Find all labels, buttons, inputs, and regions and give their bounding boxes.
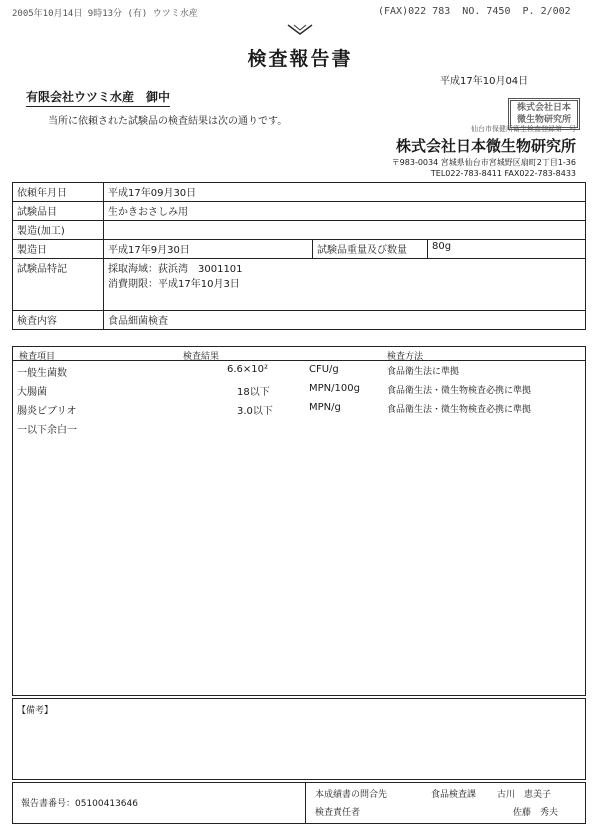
- issuer-address: 〒983-0034 宮城県仙台市宮城野区扇町2丁目1-36: [391, 158, 576, 167]
- issuer-registration: 仙台市保健所衛生検査登録第 号: [471, 125, 576, 133]
- result-row-2-unit: MPN/100g: [309, 383, 360, 394]
- results-header-item: 検査項目: [19, 352, 56, 362]
- manufacture-date-value: 平成17年9月30日: [104, 240, 313, 259]
- result-row-2-item: 大腸菌: [17, 387, 47, 398]
- fax-number: (FAX)022 783: [378, 6, 451, 17]
- remarks-label: 【備考】: [17, 706, 54, 716]
- features-value: [104, 259, 586, 311]
- fax-page: P. 2/002: [522, 6, 571, 17]
- result-row-1-item: 一般生菌数: [17, 368, 67, 379]
- page-title: 検査報告書: [247, 48, 353, 70]
- inquiry-label: 本成績書の問合先: [315, 790, 388, 800]
- processing-value: [104, 221, 586, 240]
- result-row-3-item: 腸炎ビブリオ: [17, 406, 77, 417]
- features-line-2: 消費期限：平成17年10月3日: [108, 279, 240, 290]
- remarks-box: [12, 698, 586, 780]
- issuer-company: 株式会社日本微生物研究所: [395, 137, 576, 155]
- issue-date: 平成17年10月04日: [440, 76, 529, 87]
- result-row-1-unit: CFU/g: [309, 364, 339, 375]
- fax-number-block: [378, 6, 571, 17]
- results-header-result: 検査結果: [183, 352, 220, 362]
- inquiry-dept: 食品検査課: [431, 790, 477, 800]
- inquiry-person: 古川 恵美子: [497, 790, 552, 800]
- processing-label: 製造(加工): [13, 221, 104, 240]
- manager-name: 佐藤 秀夫: [513, 808, 559, 818]
- results-header-divider: [13, 360, 585, 361]
- test-item-label: 試験品目: [13, 202, 104, 221]
- fax-sender: (有) ウツミ水産: [127, 9, 198, 19]
- footer-box: [12, 782, 586, 824]
- result-row-2-method: 食品衛生法・微生物検査必携に準拠: [387, 386, 532, 396]
- logo-mark-icon: [285, 22, 315, 36]
- issuer-phone: TEL022-783-8411 FAX022-783-8433: [430, 169, 576, 178]
- fax-sent-date: 2005年10月14日: [12, 9, 83, 19]
- intro-text: 当所に依頼された試験品の検査結果は次の通りです。: [48, 116, 288, 127]
- result-row-2-value: 18以下: [237, 387, 270, 398]
- results-end-mark: 一以下余白一: [17, 425, 77, 436]
- weight-value: 80g: [428, 240, 586, 259]
- request-date-label: 依頼年月日: [13, 183, 104, 202]
- inspection-label: 検査内容: [13, 311, 104, 330]
- test-item-value: 生かきおさしみ用: [104, 202, 586, 221]
- footer-divider: [305, 783, 306, 823]
- issuer-block: [392, 124, 576, 178]
- features-line-1: 採取海域：荻浜湾 3001101: [108, 264, 243, 275]
- fax-no: NO. 7450: [462, 6, 511, 17]
- features-label: 試験品特記: [13, 259, 104, 311]
- recipient: 有限会社ウツミ水産 御中: [26, 88, 170, 107]
- fax-header: [12, 6, 198, 19]
- report-number: 報告書番号：05100413646: [21, 799, 138, 809]
- result-row-3-value: 3.0以下: [237, 406, 273, 417]
- results-header-method: 検査方法: [387, 352, 424, 362]
- sample-info-table: [12, 182, 586, 330]
- fax-sent-time: 9時13分: [87, 9, 123, 19]
- company-stamp: 株式会社日本微生物研究所: [508, 98, 580, 130]
- result-row-1-value: 6.6×10²: [227, 364, 269, 375]
- manufacture-date-label: 製造日: [13, 240, 104, 259]
- weight-label: 試験品重量及び数量: [313, 240, 428, 259]
- result-row-1-method: 食品衛生法に準拠: [387, 367, 460, 377]
- result-row-3-method: 食品衛生法・微生物検査必携に準拠: [387, 405, 532, 415]
- inspection-value: 食品細菌検査: [104, 311, 586, 330]
- request-date-value: 平成17年09月30日: [104, 183, 586, 202]
- result-row-3-unit: MPN/g: [309, 402, 341, 413]
- manager-label: 検査責任者: [315, 808, 361, 818]
- results-section: [12, 346, 586, 696]
